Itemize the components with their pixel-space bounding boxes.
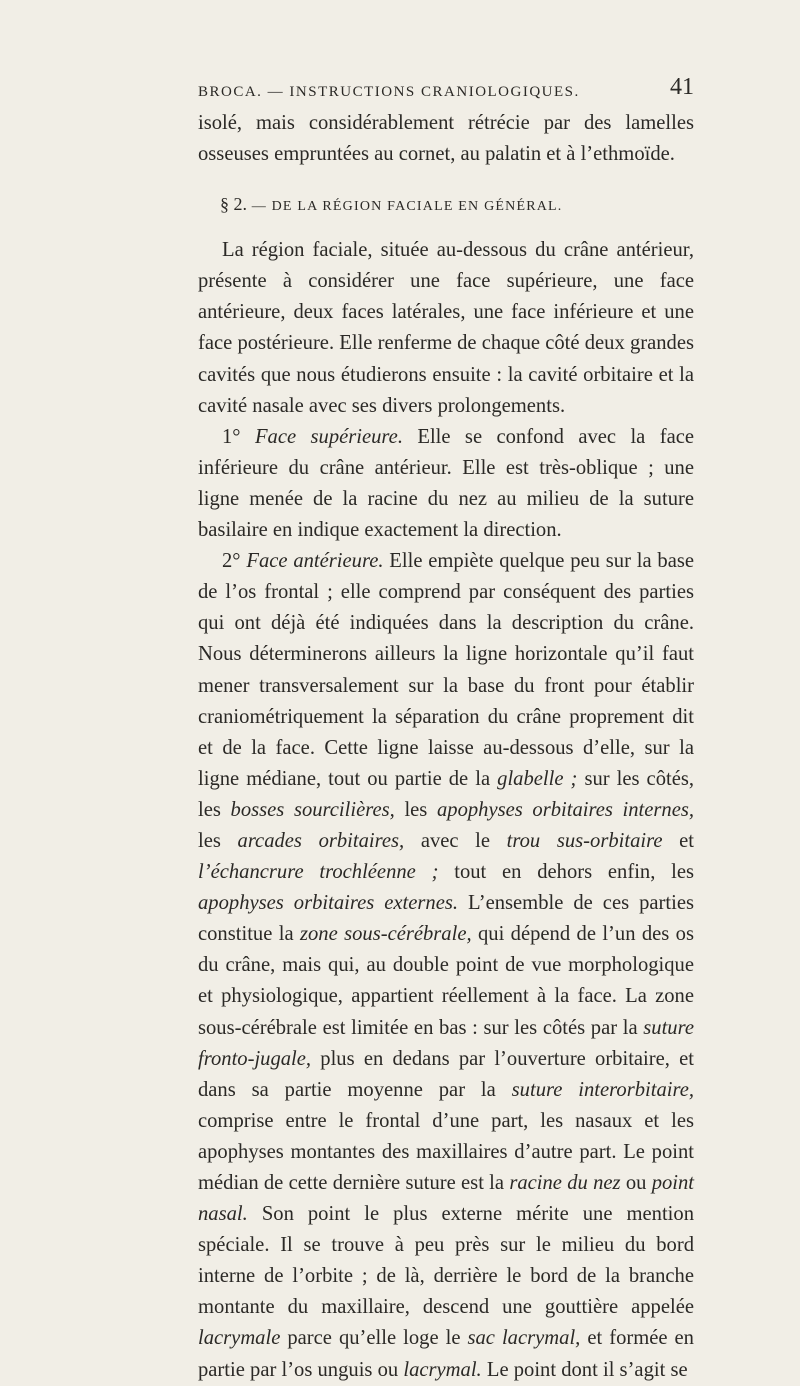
text-run: plus en dedans par l’ouverture orbitaire, et dans sa partie moyenne par la (198, 1047, 694, 1101)
paragraph-continued (198, 108, 694, 170)
term: suture interorbitaire, (511, 1078, 695, 1101)
item-number: 1° (222, 425, 241, 448)
paragraph-face-superieure (198, 422, 694, 546)
term: apophyses orbitaires internes, (436, 798, 694, 821)
term: trou sus-orbitaire (506, 829, 663, 852)
text-run: les (404, 798, 428, 821)
body-text (198, 108, 694, 1386)
section-number: § 2. (220, 194, 247, 215)
term: Face supérieure. (254, 425, 403, 448)
text-run: ou (625, 1172, 647, 1194)
running-head (198, 74, 694, 108)
text-run: Elle empiète quelque peu sur la base de l’os frontal ; elle comprend par conséquent des parties qui ont déjà été indiquées dans la description du crâne. Nous déterminerons ailleurs la ligne horizontale qu’il faut mener transversalement sur la base du front pour établir craniométriquement la séparation du crâne proprement dit et de la face. Cette ligne laisse au-dessous d’elle, sur la ligne médiane, tout ou partie de la (198, 550, 694, 790)
text-run: L’ensemble de ces parties constitue la (198, 892, 694, 946)
text-run: sur les côtés, les (198, 767, 695, 821)
term: bosses sourcilières, (230, 798, 395, 821)
text-run: qui dépend de l’un des os du crâne, mais qui, au double point de vue morphologique et physiologique, appartient réellement à la face. La zone sous-cérébrale est limitée en bas : sur les côtés par la (198, 923, 694, 1039)
text-run: comprise entre le frontal d’une part, les nasaux et les apophyses montantes des maxillaires d’autre part. Le point médian de cette dernière suture est la (198, 1109, 694, 1194)
page-number: 41 (670, 74, 694, 100)
term: lacrymal. (403, 1358, 482, 1381)
text-run: et (679, 829, 694, 852)
item-number: 2° (222, 550, 241, 573)
paragraph-intro (198, 235, 694, 422)
text-run: parce qu’elle loge le (287, 1327, 461, 1350)
text-run: tout en dehors enfin, les (454, 861, 695, 884)
section-heading (198, 194, 694, 217)
term: glabelle ; (497, 767, 578, 790)
term: l’échancrure trochléenne ; (198, 861, 439, 884)
term: racine du nez (509, 1172, 621, 1194)
section-title: — DE LA RÉGION FACIALE EN GÉNÉRAL. (251, 199, 563, 215)
text-run: et formée en partie par l’os unguis ou (198, 1327, 694, 1381)
term: arcades orbitaires, (237, 829, 405, 852)
paragraph-face-anterieure (198, 546, 694, 1386)
text-run: avec le (420, 829, 491, 852)
term: apophyses orbitaires externes. (198, 892, 459, 915)
text-run: La région faciale, située au-dessous du crâne antérieur, présente à considérer une face supérieure, une face antérieure, deux faces latérales, une face inférieure et une face postérieure. Elle renferme de chaque côté deux grandes cavités que nous étudierons ensuite : la cavité orbitaire et la cavité nasale avec ses divers prolongements. (198, 239, 694, 417)
text-run: Son point le plus externe mérite une mention spéciale. Il se trouve à peu près sur le milieu du bord interne de l’orbite ; de là, derrière le bord de la branche montante du maxillaire, descend une gouttière appelée (198, 1203, 694, 1319)
term: Face antérieure. (246, 550, 384, 573)
text-run: Le point dont il s’agit se (486, 1358, 688, 1381)
term: suture fronto-jugale, (198, 1016, 694, 1070)
text-run: les (198, 829, 221, 852)
text-run: isolé, mais considérablement rétrécie par des lamelles osseuses empruntées au cornet, au palatin et à l’ethmoïde. (198, 112, 694, 166)
term: sac lacrymal, (467, 1327, 581, 1350)
term: zone sous-cérébrale, (299, 923, 472, 946)
term: lacrymale (198, 1327, 281, 1350)
text-run: Elle se confond avec la face inférieure du crâne antérieur. Elle est très-oblique ; une ligne menée de la racine du nez au milieu de la suture basilaire en indique exactement la direction. (198, 425, 694, 542)
term: point nasal. (198, 1172, 695, 1226)
running-head-title: BROCA. — INSTRUCTIONS CRANIOLOGIQUES. (198, 84, 580, 100)
